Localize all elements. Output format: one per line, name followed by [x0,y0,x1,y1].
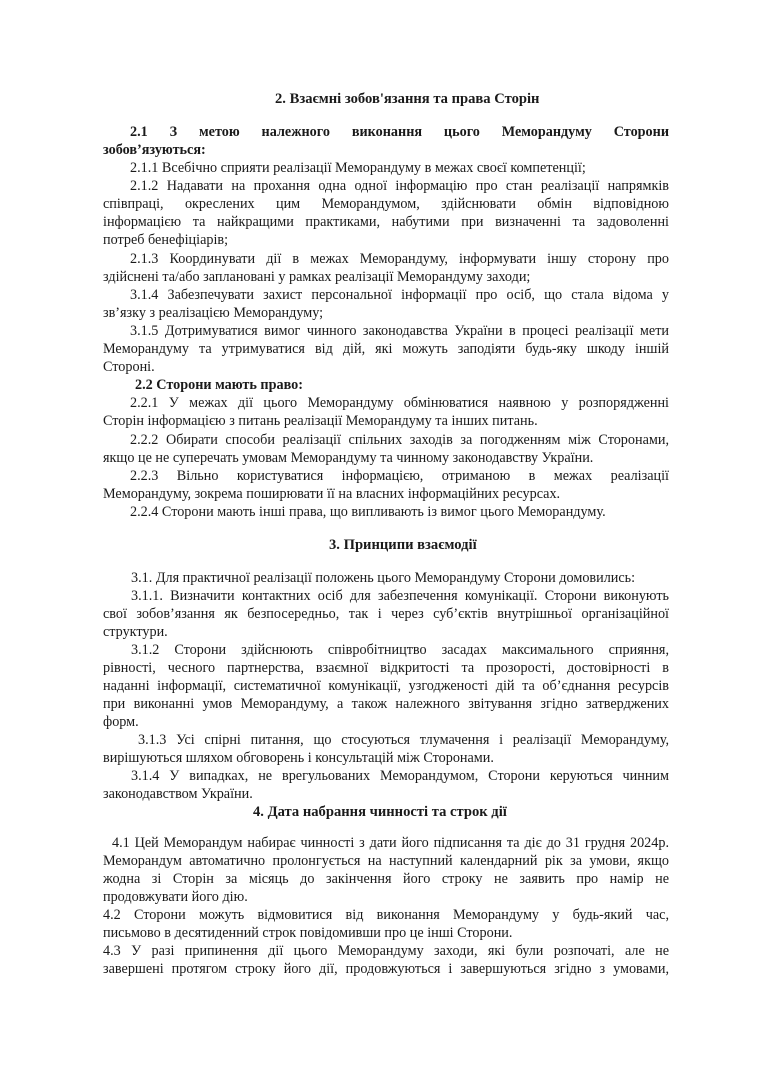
paragraph-line: наданні інформації, систематичної комунікації, узгодженості дій та об’єднання ресурсів [103,678,669,694]
paragraph-line: 3.1. Для практичної реалізації положень цього Меморандуму Сторони домовились: [131,570,636,586]
paragraph-line: інформацією та найкращими практиками, набутими при визначенні та задоволенні [103,214,669,230]
paragraph-line: 4.3 У разі припинення дії цього Меморандуму заходи, які були розпочаті, але не [103,943,669,959]
paragraph-line: 2.1.1 Всебічно сприяти реалізації Меморандуму в межах своєї компетенції; [130,160,586,176]
paragraph-line: здійснені та/або заплановані у рамках реалізації Меморандуму заходи; [103,269,531,285]
paragraph-line: 3.1.3 Усі спірні питання, що стосуються тлумачення і реалізації Меморандуму, [138,732,669,748]
paragraph-line: 3.1.2 Сторони здійснюють співробітництво засадах максимального сприяння, [131,642,669,658]
paragraph-line: продовжувати його дію. [103,889,248,905]
paragraph-line: законодавством України. [103,786,253,802]
paragraph-line: свої зобов’язання як безпосередньо, так і через суб’єктів внутрішньої організаційної [103,606,669,622]
paragraph-line: 3.1.4 У випадках, не врегульованих Меморандумом, Сторони керуються чинним [131,768,669,784]
paragraph-line: письмово в десятиденний строк повідомивши про це інші Сторони. [103,925,513,941]
paragraph-line: при виконанні умов Меморандуму, а також належного звітування згідно затверджених [103,696,669,712]
paragraph-line: структури. [103,624,168,640]
paragraph-line: потреб бенефіціарів; [103,232,229,248]
paragraph-line: Меморандум автоматично пролонгується на наступний календарний рік за умови, якщо [103,853,669,869]
paragraph-line: вирішуються шляхом обговорень і консультацій між Сторонами. [103,750,494,766]
section-heading: 3. Принципи взаємодії [329,537,477,553]
paragraph-line: 2.2.1 У межах дії цього Меморандуму обмінюватися наявною у розпорядженні [130,395,669,411]
paragraph-line: 2.1.3 Координувати дії в межах Меморандуму, інформувати іншу сторону про [130,251,669,267]
paragraph-line: жодна зі Сторін за місяць до закінчення його строку не заявить про намір не [103,871,669,887]
paragraph-line: 2.2.2 Обирати способи реалізації спільних заходів за погодженням між Сторонами, [130,432,669,448]
paragraph-line: Стороні. [103,359,155,375]
paragraph-line: співпраці, окреслених цим Меморандумом, здійснювати обмін відповідною [103,196,669,212]
paragraph-line: форм. [103,714,139,730]
paragraph-line: зв’язку з реалізацією Меморандуму; [103,305,324,321]
paragraph-line: 2.2.4 Сторони мають інші права, що випливають із вимог цього Меморандуму. [130,504,606,520]
paragraph-line: 3.1.4 Забезпечувати захист персональної інформації про осіб, що стала відома у [130,287,669,303]
paragraph-line: 4.1 Цей Меморандум набирає чинності з дати його підписання та діє до 31 грудня 2024р. [112,835,669,851]
paragraph-line: 3.1.1. Визначити контактних осіб для забезпечення комунікації. Сторони виконують [131,588,669,604]
paragraph-line: 2.1 З метою належного виконання цього Меморандуму Сторони [130,124,669,140]
paragraph-line: Сторін інформацією з питань реалізації Меморандуму та інших питань. [103,413,538,429]
paragraph-line: 2.1.2 Надавати на прохання одна одної інформацію про стан реалізації напрямків [130,178,669,194]
paragraph-line: 2.2.3 Вільно користуватися інформацією, отриманою в межах реалізації [130,468,669,484]
paragraph-line: завершені протягом строку його дії, продовжуються і завершуються згідно з умовами, [103,961,669,977]
section-heading: 2. Взаємні зобов'язання та права Сторін [275,91,540,107]
paragraph-line: 2.2 Сторони мають право: [135,377,303,393]
paragraph-line: рівності, чесного партнерства, взаємної відкритості та прозорості, достовірності в [103,660,669,676]
paragraph-line: Меморандуму, зокрема поширювати її на власних інформаційних ресурсах. [103,486,561,502]
paragraph-line: якщо це не суперечать умовам Меморандуму та чинному законодавству України. [103,450,594,466]
paragraph-line: 4.2 Сторони можуть відмовитися від виконання Меморандуму у будь-який час, [103,907,669,923]
section-heading: 4. Дата набрання чинності та строк дії [253,804,507,820]
paragraph-line: зобов’язуються: [103,142,206,158]
paragraph-line: Меморандуму та утримуватися від дій, які можуть заподіяти будь-яку шкоду іншій [103,341,669,357]
paragraph-line: 3.1.5 Дотримуватися вимог чинного законодавства України в процесі реалізації мети [130,323,669,339]
